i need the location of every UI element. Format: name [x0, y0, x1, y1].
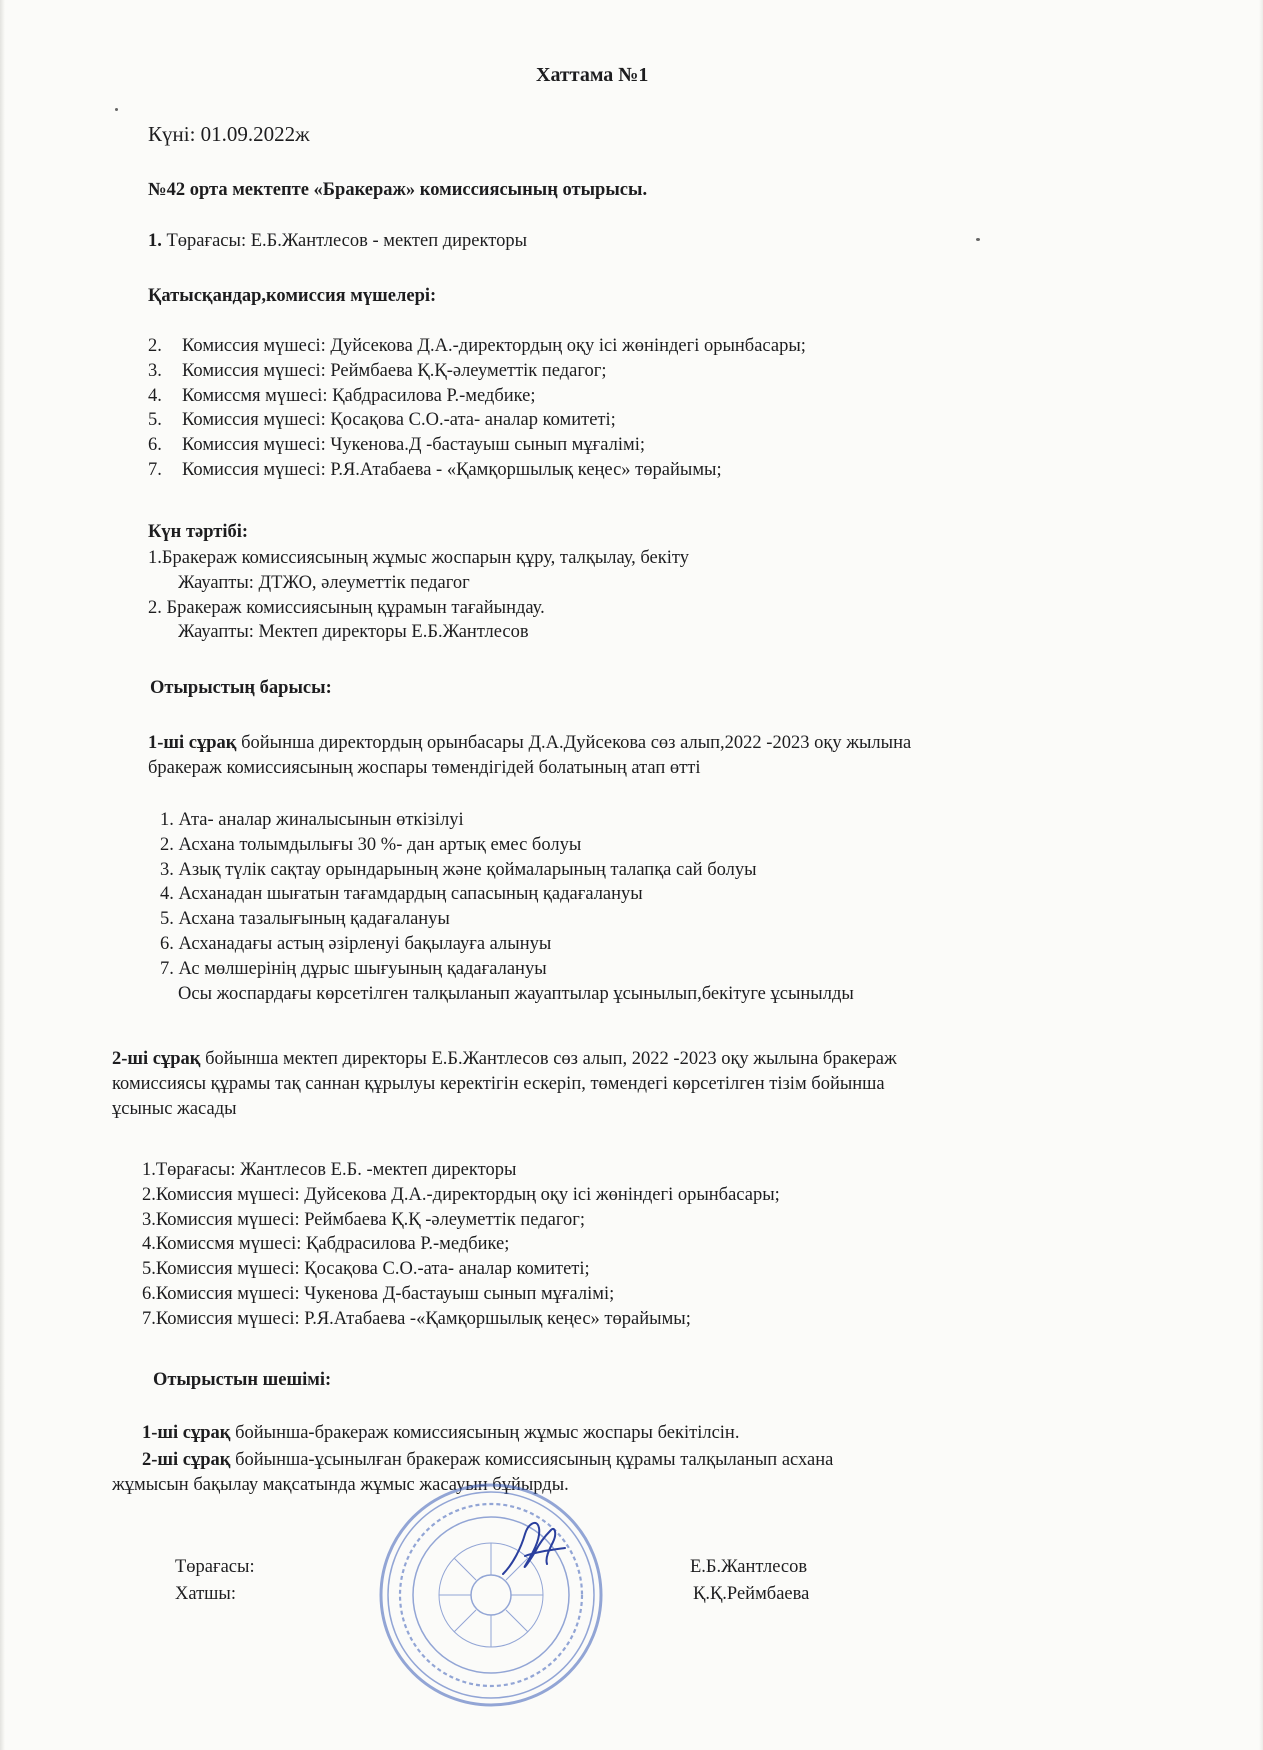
secretary-label: Хатшы:	[175, 1584, 236, 1604]
chair-label: Төрағасы:	[175, 1557, 255, 1577]
list-item: 4. Комиссмя мүшесі: Қабдрасилова Р.-медбике;	[148, 385, 536, 406]
agenda-item: 1.Бракераж комиссиясының жұмыс жоспарын құру, талқылау, бекіту	[148, 548, 689, 568]
agenda-heading: Күн тәртібі:	[148, 522, 249, 542]
scan-speck	[115, 108, 118, 111]
decision-1: 1-ші сұрақ бойынша-бракераж комиссиясының жұмыс жоспары бекітілсін.	[142, 1423, 740, 1443]
members-heading: Қатысқандар,комиссия мүшелері:	[148, 286, 437, 306]
scan-speck	[976, 238, 980, 241]
decision-2: 2-ші сұрақ бойынша-ұсынылған бракераж комиссиясының құрамы талқыланып асхана жұмысын бақылау мақсатында жұмыс жасауын бұйырды.	[112, 1450, 834, 1495]
list-item: 7. Комиссия мүшесі: Р.Я.Атабаева - «Қамқоршылық кеңес» төрайымы;	[148, 459, 722, 480]
chairman-line: 1. Төрағасы: Е.Б.Жантлесов - мектеп директоры	[148, 231, 528, 251]
list-item: 5.Комиссия мүшесі: Қосақова С.О.-ата- аналар комитеті;	[142, 1259, 590, 1280]
meeting-heading: №42 орта мектепте «Бракераж» комиссиясының отырысы.	[148, 180, 648, 200]
list-item: 4. Асханадан шығатын тағамдардың сапасының қадағалануы	[160, 884, 643, 905]
list-item: 6. Комиссия мүшесі: Чукенова.Д -бастауыш сынып мұғалімі;	[148, 435, 646, 456]
list-item: 1.Төрағасы: Жантлесов Е.Б. -мектеп директоры	[142, 1160, 517, 1180]
list-item: 7. Ас мөлшерінің дұрыс шығуының қадағалануы	[160, 958, 547, 979]
plan-conclusion: Осы жоспардағы көрсетілген талқыланып жауаптылар ұсынылып,бекітуге ұсынылды	[178, 983, 854, 1004]
decision-heading: Отырыстын шешімі:	[153, 1370, 332, 1390]
chair-name: Е.Б.Жантлесов	[690, 1557, 808, 1577]
list-item: 2.Комиссия мүшесі: Дуйсекова Д.А.-директордың оқу ісі жөніндегі орынбасары;	[142, 1184, 780, 1205]
scan-edge-shadow-right	[1259, 0, 1263, 1750]
scan-edge-shadow	[0, 0, 5, 1750]
question-1-label: 1-ші сұрақ	[148, 733, 237, 753]
members-list	[148, 334, 806, 483]
list-item: 5. Асхана тазалығының қадағалануы	[160, 909, 450, 930]
list-item: 7.Комиссия мүшесі: Р.Я.Атабаева -«Қамқоршылық кеңес» төрайымы;	[142, 1308, 691, 1329]
list-item: 3. Азық түлік сақтау орындарының және қоймаларының талапқа сай болуы	[160, 859, 757, 880]
progress-heading: Отырыстың барысы:	[150, 678, 332, 698]
list-item: 5. Комиссия мүшесі: Қосақова С.О.-ата- аналар комитеті;	[148, 410, 616, 431]
list-item: 6.Комиссия мүшесі: Чукенова Д-бастауыш сынып мұғалімі;	[142, 1283, 615, 1304]
agenda-responsible: Жауапты: ДТЖО, әлеуметтік педагог	[178, 572, 470, 593]
list-item: 6. Асханадағы астың әзірленуі бақылауға алынуы	[160, 933, 552, 954]
list-item: 3. Комиссия мүшесі: Реймбаева Қ.Қ-әлеуметтік педагог;	[148, 360, 607, 381]
secretary-name: Қ.Қ.Реймбаева	[693, 1584, 810, 1604]
question-1-paragraph: 1-ші сұрақ бойынша директордың орынбасары Д.А.Дуйсекова сөз алып,2022 -2023 оқу жылына бракераж комиссиясының жоспары төмендігідей болатының атап өтті	[148, 733, 912, 778]
question-2-paragraph: 2-ші сұрақ бойынша мектеп директоры Е.Б.Жантлесов сөз алып, 2022 -2023 оқу жылына бракераж комиссиясы құрамы тақ саннан құрылуы керектігін ескеріп, төмендегі көрсетілген тізім бойынша ұсыныс жасады	[112, 1049, 897, 1119]
list-item: 1. Ата- аналар жиналысынын өткізілуі	[160, 810, 464, 830]
list-item: 3.Комиссия мүшесі: Реймбаева Қ.Қ -әлеуметтік педагог;	[142, 1209, 585, 1230]
agenda-item: 2. Бракераж комиссиясының құрамын тағайындау.	[148, 597, 545, 618]
plan-list	[160, 808, 854, 1006]
agenda-responsible: Жауапты: Мектеп директоры Е.Б.Жантлесов	[178, 622, 529, 643]
composition-list	[142, 1158, 780, 1332]
document-title: Хаттама №1	[536, 64, 649, 86]
chair-signature	[495, 1512, 575, 1592]
date-line: Күні: 01.09.2022ж	[148, 122, 310, 146]
question-2-label: 2-ші сұрақ	[112, 1049, 201, 1069]
list-item: 2. Асхана толымдылығы 30 %- дан артық емес болуы	[160, 834, 582, 855]
list-item: 2. Комиссия мүшесі: Дуйсекова Д.А.-директордың оқу ісі жөніндегі орынбасары;	[148, 336, 806, 356]
list-item: 4.Комиссмя мүшесі: Қабдрасилова Р.-медбике;	[142, 1234, 510, 1255]
agenda-list	[148, 546, 689, 645]
